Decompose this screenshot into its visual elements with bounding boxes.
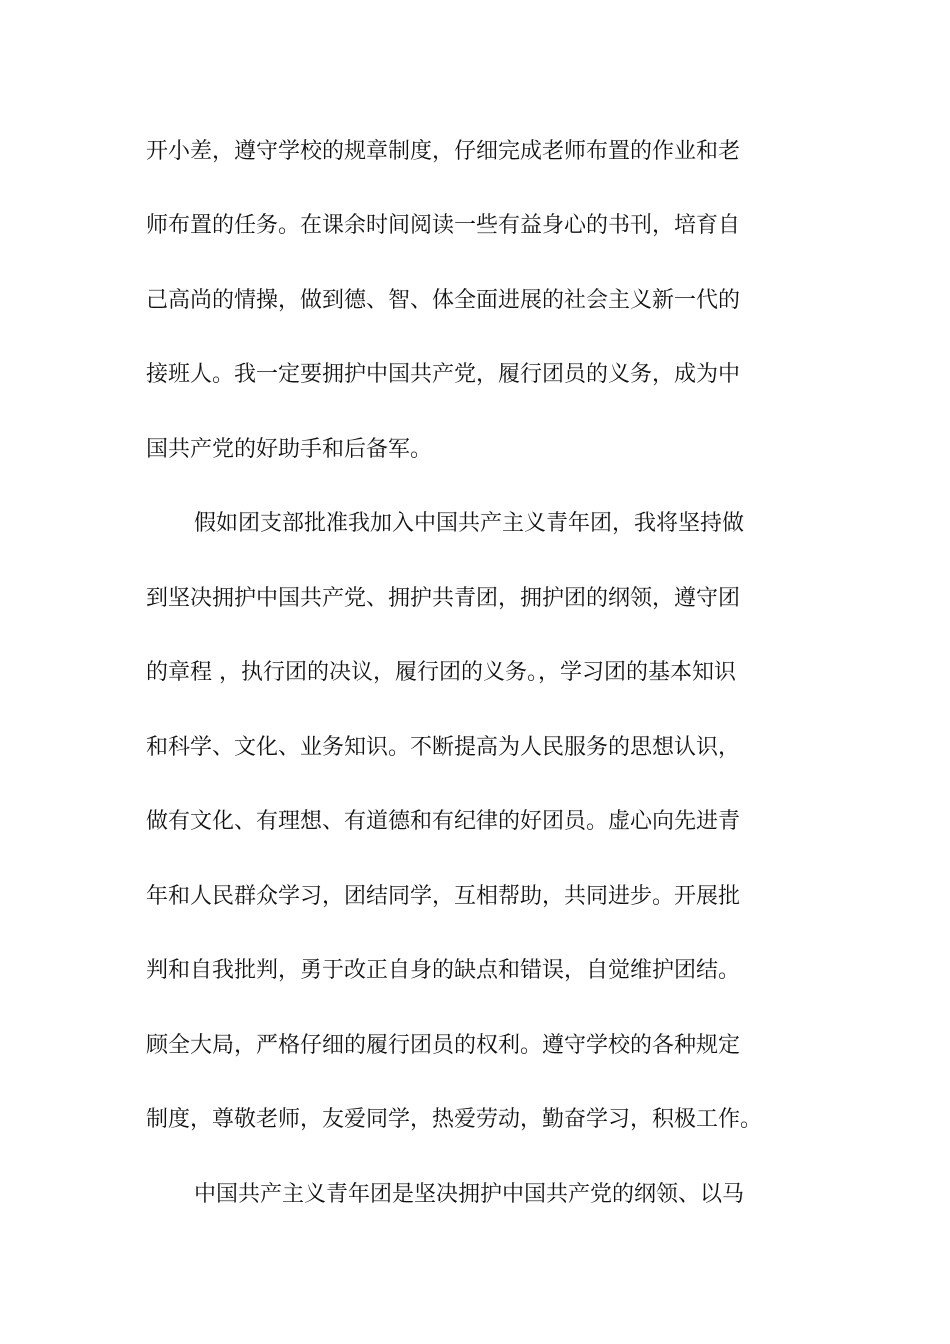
text-line-2: 师布置的任务。在课余时间阅读一些有益身心的书刊，培育自 <box>146 213 741 238</box>
text-line-10: 做有文化、有理想、有道德和有纪律的好团员。虚心向先进青 <box>146 809 741 834</box>
text-line-12: 判和自我批判，勇于改正自身的缺点和错误，自觉维护团结。 <box>146 958 741 983</box>
text-line-8: 的章程 ，执行团的决议，履行团的义务。，学习团的基本知识 <box>146 660 736 685</box>
text-line-6-paragraph-start: 假如团支部批准我加入中国共产主义青年团，我将坚持做 <box>194 511 745 536</box>
text-line-7: 到坚决拥护中国共产党、拥护共青团，拥护团的纲领，遵守团 <box>146 586 741 611</box>
text-line-9: 和科学、文化、业务知识。不断提高为人民服务的思想认识， <box>146 735 741 760</box>
text-line-3: 己高尚的情操，做到德、智、体全面进展的社会主义新一代的 <box>146 288 741 313</box>
text-line-13: 顾全大局，严格仔细的履行团员的权利。遵守学校的各种规定 <box>146 1033 741 1058</box>
text-line-1: 开小差，遵守学校的规章制度，仔细完成老师布置的作业和老 <box>146 139 741 164</box>
text-line-11: 年和人民群众学习，团结同学，互相帮助，共同进步。开展批 <box>146 884 741 909</box>
text-line-15-paragraph-start: 中国共产主义青年团是坚决拥护中国共产党的纲领、以马 <box>194 1182 745 1207</box>
text-line-5: 国共产党的好助手和后备军。 <box>146 437 433 462</box>
text-line-14: 制度，尊敬老师，友爱同学，热爱劳动，勤奋学习，积极工作。 <box>146 1107 763 1132</box>
text-line-4: 接班人。我一定要拥护中国共产党，履行团员的义务，成为中 <box>146 362 741 387</box>
